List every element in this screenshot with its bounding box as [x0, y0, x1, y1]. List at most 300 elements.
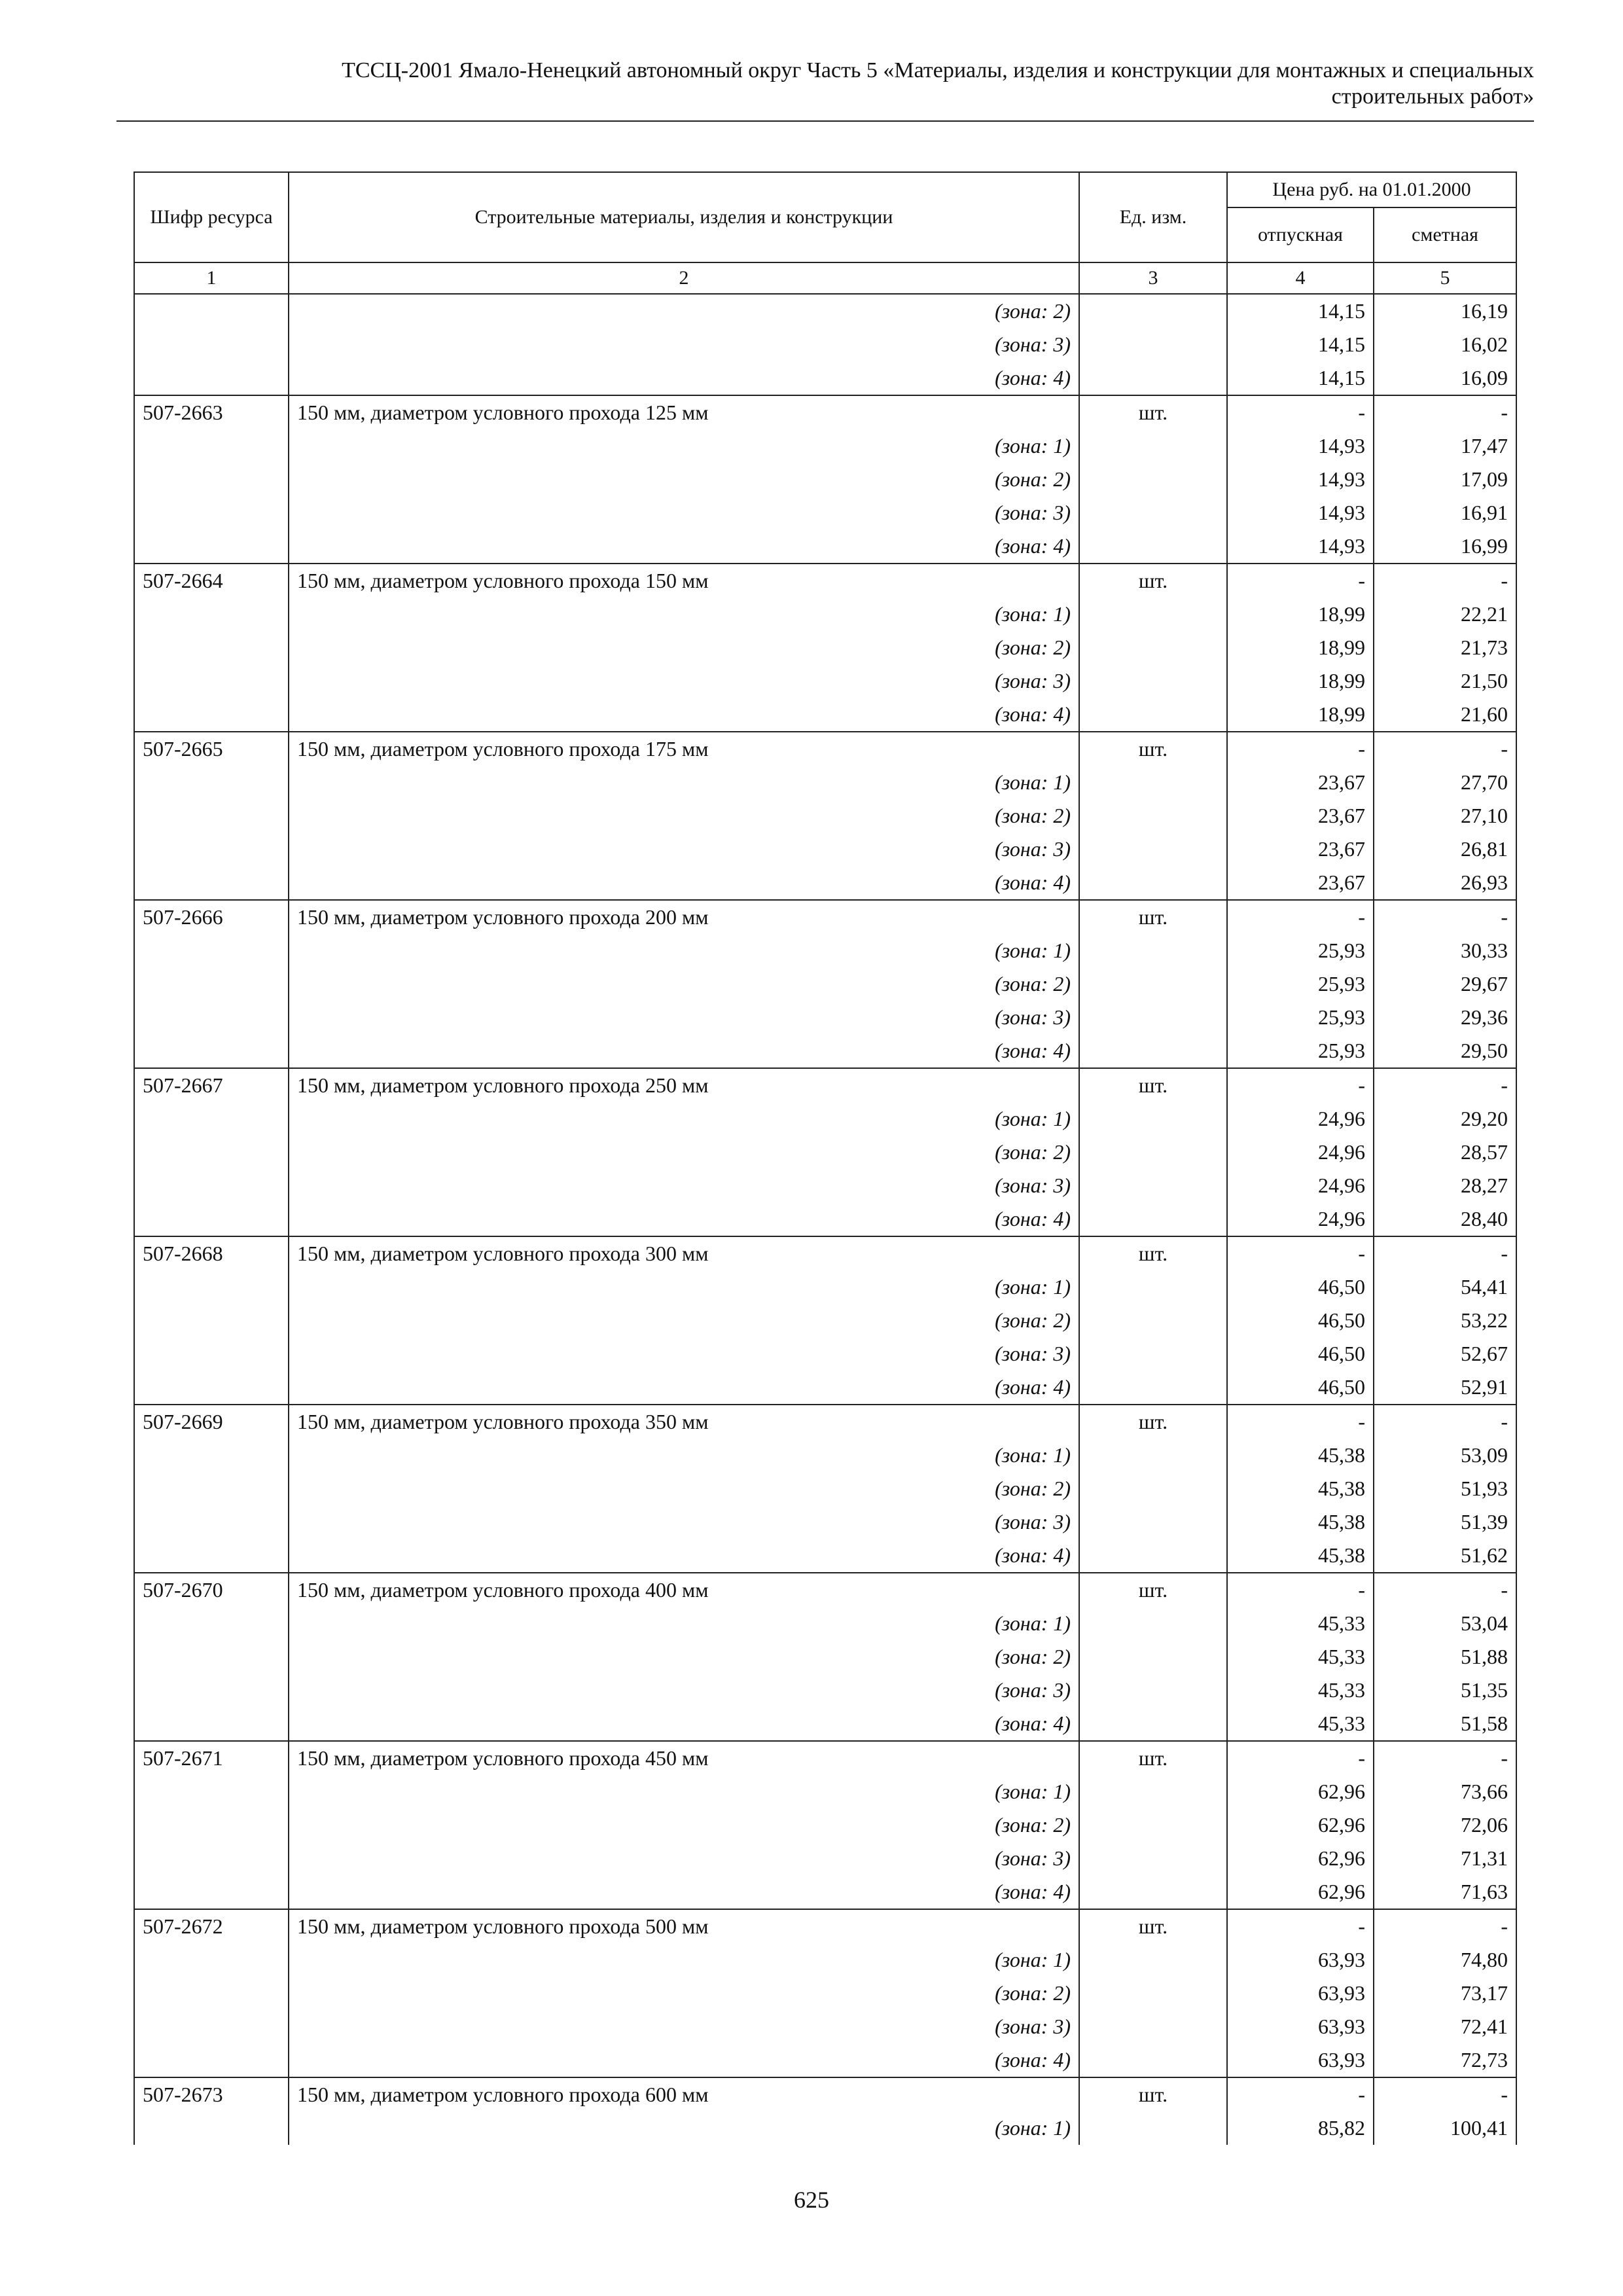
table-row	[134, 1472, 1516, 1505]
resource-code	[134, 2043, 289, 2077]
zone-label: (зона: 4)	[289, 361, 1079, 395]
material-name: 150 мм, диаметром условного прохода 400 мм	[289, 1573, 1079, 1607]
release-price: 62,96	[1227, 1842, 1374, 1875]
release-price: 14,93	[1227, 463, 1374, 496]
unit-of-measure	[1079, 1842, 1227, 1875]
resource-code	[134, 1371, 289, 1405]
unit-of-measure	[1079, 1337, 1227, 1371]
header-line-1: ТССЦ-2001 Ямало-Ненецкий автономный округ Часть 5 «Материалы, изделия и конструкции для монтажных и специальных	[342, 58, 1534, 82]
estimate-price: -	[1374, 2077, 1516, 2111]
unit-of-measure	[1079, 1270, 1227, 1304]
resource-code	[134, 1539, 289, 1573]
resource-code	[134, 1505, 289, 1539]
zone-label: (зона: 2)	[289, 1304, 1079, 1337]
unit-of-measure: шт.	[1079, 1741, 1227, 1775]
header-code: Шифр ресурса	[134, 172, 289, 262]
column-number: 2	[289, 262, 1079, 294]
resource-code: 507-2668	[134, 1236, 289, 1270]
zone-label: (зона: 2)	[289, 1977, 1079, 2010]
release-price: 45,33	[1227, 1707, 1374, 1741]
release-price: 46,50	[1227, 1371, 1374, 1405]
unit-of-measure	[1079, 934, 1227, 967]
estimate-price: 27,70	[1374, 766, 1516, 799]
estimate-price: 17,09	[1374, 463, 1516, 496]
estimate-price: 27,10	[1374, 799, 1516, 833]
unit-of-measure	[1079, 361, 1227, 395]
unit-of-measure: шт.	[1079, 564, 1227, 598]
release-price: 45,33	[1227, 1640, 1374, 1674]
table-row	[134, 934, 1516, 967]
estimate-price: 73,17	[1374, 1977, 1516, 2010]
table-row	[134, 1943, 1516, 1977]
resource-code	[134, 664, 289, 698]
zone-label: (зона: 1)	[289, 766, 1079, 799]
estimate-price: 53,22	[1374, 1304, 1516, 1337]
resource-code	[134, 1607, 289, 1640]
estimate-price: 16,99	[1374, 529, 1516, 564]
unit-of-measure	[1079, 328, 1227, 361]
zone-label: (зона: 1)	[289, 429, 1079, 463]
unit-of-measure	[1079, 429, 1227, 463]
resource-code	[134, 1977, 289, 2010]
table-body	[134, 294, 1516, 2145]
release-price: -	[1227, 2077, 1374, 2111]
resource-code	[134, 1775, 289, 1808]
estimate-price: -	[1374, 732, 1516, 766]
unit-of-measure	[1079, 664, 1227, 698]
unit-of-measure	[1079, 1102, 1227, 1136]
resource-code	[134, 294, 289, 328]
header-name: Строительные материалы, изделия и конструкции	[289, 172, 1079, 262]
resource-code: 507-2670	[134, 1573, 289, 1607]
zone-label: (зона: 2)	[289, 631, 1079, 664]
resource-code: 507-2667	[134, 1068, 289, 1102]
column-number: 4	[1227, 262, 1374, 294]
unit-of-measure	[1079, 2010, 1227, 2043]
zone-label: (зона: 2)	[289, 1808, 1079, 1842]
zone-label: (зона: 2)	[289, 1640, 1079, 1674]
table-row	[134, 1169, 1516, 1202]
estimate-price: 28,27	[1374, 1169, 1516, 1202]
page-number: 625	[794, 2187, 829, 2213]
estimate-price: -	[1374, 1909, 1516, 1943]
unit-of-measure	[1079, 2043, 1227, 2077]
release-price: 63,93	[1227, 2043, 1374, 2077]
table-row	[134, 631, 1516, 664]
estimate-price: 51,93	[1374, 1472, 1516, 1505]
release-price: 62,96	[1227, 1775, 1374, 1808]
table-row	[134, 1371, 1516, 1405]
resource-code	[134, 1640, 289, 1674]
release-price: 46,50	[1227, 1270, 1374, 1304]
table-row	[134, 1875, 1516, 1909]
table-row	[134, 1707, 1516, 1741]
release-price: 18,99	[1227, 698, 1374, 732]
release-price: 18,99	[1227, 598, 1374, 631]
estimate-price: 72,06	[1374, 1808, 1516, 1842]
unit-of-measure	[1079, 529, 1227, 564]
resource-code	[134, 598, 289, 631]
estimate-price: -	[1374, 1741, 1516, 1775]
release-price: -	[1227, 732, 1374, 766]
zone-label: (зона: 4)	[289, 1202, 1079, 1236]
table-row	[134, 1674, 1516, 1707]
estimate-price: -	[1374, 900, 1516, 934]
material-name: 150 мм, диаметром условного прохода 300 мм	[289, 1236, 1079, 1270]
table-row	[134, 1136, 1516, 1169]
estimate-price: 28,57	[1374, 1136, 1516, 1169]
zone-label: (зона: 3)	[289, 328, 1079, 361]
estimate-price: 51,62	[1374, 1539, 1516, 1573]
resource-code: 507-2672	[134, 1909, 289, 1943]
resource-code: 507-2663	[134, 395, 289, 429]
release-price: 45,38	[1227, 1439, 1374, 1472]
estimate-price: 29,20	[1374, 1102, 1516, 1136]
unit-of-measure	[1079, 1640, 1227, 1674]
table-header	[134, 172, 1516, 294]
zone-label: (зона: 4)	[289, 1875, 1079, 1909]
release-price: -	[1227, 395, 1374, 429]
release-price: 14,93	[1227, 496, 1374, 529]
release-price: 25,93	[1227, 967, 1374, 1001]
resource-code	[134, 1202, 289, 1236]
table-row	[134, 732, 1516, 766]
release-price: 45,33	[1227, 1607, 1374, 1640]
resource-code: 507-2669	[134, 1405, 289, 1439]
header-rule	[116, 120, 1534, 122]
release-price: 24,96	[1227, 1102, 1374, 1136]
release-price: 45,38	[1227, 1472, 1374, 1505]
table-row	[134, 429, 1516, 463]
column-number: 1	[134, 262, 289, 294]
unit-of-measure	[1079, 1034, 1227, 1068]
resource-code	[134, 766, 289, 799]
release-price: -	[1227, 1741, 1374, 1775]
resource-code: 507-2671	[134, 1741, 289, 1775]
estimate-price: 29,36	[1374, 1001, 1516, 1034]
resource-code	[134, 1034, 289, 1068]
unit-of-measure	[1079, 967, 1227, 1001]
table-row	[134, 2077, 1516, 2111]
resource-code	[134, 698, 289, 732]
estimate-price: 51,58	[1374, 1707, 1516, 1741]
resource-code	[134, 1304, 289, 1337]
unit-of-measure: шт.	[1079, 395, 1227, 429]
release-price: -	[1227, 1405, 1374, 1439]
resource-code	[134, 328, 289, 361]
unit-of-measure	[1079, 1875, 1227, 1909]
release-price: -	[1227, 900, 1374, 934]
zone-label: (зона: 4)	[289, 2043, 1079, 2077]
resource-code	[134, 967, 289, 1001]
release-price: 23,67	[1227, 799, 1374, 833]
unit-of-measure	[1079, 766, 1227, 799]
unit-of-measure	[1079, 1371, 1227, 1405]
zone-label: (зона: 3)	[289, 1842, 1079, 1875]
table-row	[134, 1034, 1516, 1068]
unit-of-measure: шт.	[1079, 900, 1227, 934]
unit-of-measure	[1079, 1943, 1227, 1977]
estimate-price: -	[1374, 564, 1516, 598]
table-row	[134, 799, 1516, 833]
estimate-price: 73,66	[1374, 1775, 1516, 1808]
running-header	[116, 58, 1534, 110]
table-row	[134, 2010, 1516, 2043]
unit-of-measure	[1079, 1439, 1227, 1472]
resource-code	[134, 1842, 289, 1875]
zone-label: (зона: 1)	[289, 1439, 1079, 1472]
table-row	[134, 564, 1516, 598]
table-row	[134, 1842, 1516, 1875]
release-price: 45,33	[1227, 1674, 1374, 1707]
table-row	[134, 1102, 1516, 1136]
release-price: 63,93	[1227, 2010, 1374, 2043]
unit-of-measure	[1079, 1674, 1227, 1707]
table-row	[134, 1439, 1516, 1472]
zone-label: (зона: 1)	[289, 1943, 1079, 1977]
release-price: 14,93	[1227, 529, 1374, 564]
resource-code	[134, 1102, 289, 1136]
resource-code	[134, 496, 289, 529]
resource-code	[134, 1337, 289, 1371]
estimate-price: 52,67	[1374, 1337, 1516, 1371]
table-row	[134, 328, 1516, 361]
price-table	[134, 171, 1517, 2145]
release-price: 18,99	[1227, 664, 1374, 698]
zone-label: (зона: 1)	[289, 598, 1079, 631]
table-row	[134, 2111, 1516, 2145]
table-row	[134, 463, 1516, 496]
estimate-price: 28,40	[1374, 1202, 1516, 1236]
zone-label: (зона: 2)	[289, 1136, 1079, 1169]
unit-of-measure	[1079, 1001, 1227, 1034]
unit-of-measure: шт.	[1079, 1573, 1227, 1607]
release-price: 23,67	[1227, 866, 1374, 900]
zone-label: (зона: 4)	[289, 1034, 1079, 1068]
zone-label: (зона: 3)	[289, 833, 1079, 866]
release-price: 46,50	[1227, 1337, 1374, 1371]
zone-label: (зона: 3)	[289, 1337, 1079, 1371]
zone-label: (зона: 3)	[289, 2010, 1079, 2043]
table-row	[134, 1573, 1516, 1607]
table-row	[134, 2043, 1516, 2077]
unit-of-measure	[1079, 1169, 1227, 1202]
estimate-price: 16,09	[1374, 361, 1516, 395]
table-row	[134, 1405, 1516, 1439]
table-row	[134, 866, 1516, 900]
resource-code	[134, 833, 289, 866]
table-row	[134, 900, 1516, 934]
estimate-price: 29,67	[1374, 967, 1516, 1001]
unit-of-measure	[1079, 1707, 1227, 1741]
release-price: 25,93	[1227, 1034, 1374, 1068]
zone-label: (зона: 4)	[289, 1371, 1079, 1405]
material-name: 150 мм, диаметром условного прохода 600 мм	[289, 2077, 1079, 2111]
table-row	[134, 1909, 1516, 1943]
estimate-price: 74,80	[1374, 1943, 1516, 1977]
resource-code	[134, 1875, 289, 1909]
unit-of-measure: шт.	[1079, 1909, 1227, 1943]
unit-of-measure	[1079, 1202, 1227, 1236]
table-row	[134, 1808, 1516, 1842]
unit-of-measure	[1079, 1775, 1227, 1808]
zone-label: (зона: 3)	[289, 1505, 1079, 1539]
estimate-price: -	[1374, 1068, 1516, 1102]
resource-code	[134, 2010, 289, 2043]
material-name: 150 мм, диаметром условного прохода 175 мм	[289, 732, 1079, 766]
unit-of-measure	[1079, 598, 1227, 631]
estimate-price: 21,60	[1374, 698, 1516, 732]
resource-code	[134, 463, 289, 496]
table-row	[134, 1270, 1516, 1304]
table-row	[134, 529, 1516, 564]
resource-code	[134, 1136, 289, 1169]
zone-label: (зона: 4)	[289, 866, 1079, 900]
material-name: 150 мм, диаметром условного прохода 125 мм	[289, 395, 1079, 429]
unit-of-measure	[1079, 2111, 1227, 2145]
resource-code	[134, 1707, 289, 1741]
resource-code	[134, 631, 289, 664]
zone-label: (зона: 1)	[289, 1102, 1079, 1136]
resource-code: 507-2665	[134, 732, 289, 766]
estimate-price: 22,21	[1374, 598, 1516, 631]
resource-code	[134, 866, 289, 900]
unit-of-measure	[1079, 698, 1227, 732]
table-row	[134, 1505, 1516, 1539]
unit-of-measure	[1079, 1304, 1227, 1337]
estimate-price: 51,35	[1374, 1674, 1516, 1707]
release-price: 24,96	[1227, 1202, 1374, 1236]
release-price: 25,93	[1227, 934, 1374, 967]
unit-of-measure	[1079, 1808, 1227, 1842]
release-price: -	[1227, 1068, 1374, 1102]
resource-code	[134, 361, 289, 395]
estimate-price: -	[1374, 1573, 1516, 1607]
table-row	[134, 1775, 1516, 1808]
zone-label: (зона: 2)	[289, 799, 1079, 833]
unit-of-measure: шт.	[1079, 732, 1227, 766]
column-number: 5	[1374, 262, 1516, 294]
estimate-price: 16,19	[1374, 294, 1516, 328]
unit-of-measure	[1079, 1136, 1227, 1169]
unit-of-measure	[1079, 294, 1227, 328]
zone-label: (зона: 3)	[289, 1001, 1079, 1034]
unit-of-measure	[1079, 1607, 1227, 1640]
header-estimate-price: сметная	[1374, 207, 1516, 262]
estimate-price: 52,91	[1374, 1371, 1516, 1405]
zone-label: (зона: 1)	[289, 2111, 1079, 2145]
material-name: 150 мм, диаметром условного прохода 250 мм	[289, 1068, 1079, 1102]
resource-code	[134, 1270, 289, 1304]
unit-of-measure: шт.	[1079, 2077, 1227, 2111]
estimate-price: 29,50	[1374, 1034, 1516, 1068]
resource-code	[134, 1169, 289, 1202]
resource-code	[134, 429, 289, 463]
release-price: 24,96	[1227, 1136, 1374, 1169]
table-row	[134, 664, 1516, 698]
resource-code	[134, 1943, 289, 1977]
resource-code: 507-2666	[134, 900, 289, 934]
zone-label: (зона: 1)	[289, 934, 1079, 967]
resource-code	[134, 1808, 289, 1842]
zone-label: (зона: 4)	[289, 529, 1079, 564]
estimate-price: 51,88	[1374, 1640, 1516, 1674]
release-price: 46,50	[1227, 1304, 1374, 1337]
resource-code	[134, 1674, 289, 1707]
estimate-price: 21,50	[1374, 664, 1516, 698]
zone-label: (зона: 4)	[289, 1707, 1079, 1741]
unit-of-measure	[1079, 1539, 1227, 1573]
unit-of-measure	[1079, 1977, 1227, 2010]
unit-of-measure	[1079, 833, 1227, 866]
table-row	[134, 1337, 1516, 1371]
material-name: 150 мм, диаметром условного прохода 200 мм	[289, 900, 1079, 934]
release-price: -	[1227, 564, 1374, 598]
release-price: -	[1227, 1909, 1374, 1943]
zone-label: (зона: 2)	[289, 1472, 1079, 1505]
unit-of-measure	[1079, 463, 1227, 496]
resource-code	[134, 1001, 289, 1034]
zone-label: (зона: 3)	[289, 664, 1079, 698]
table-row	[134, 1977, 1516, 2010]
release-price: 14,15	[1227, 294, 1374, 328]
table-row	[134, 598, 1516, 631]
column-number-row	[134, 262, 1516, 294]
table-row	[134, 294, 1516, 328]
estimate-price: 54,41	[1374, 1270, 1516, 1304]
release-price: 14,93	[1227, 429, 1374, 463]
table-row	[134, 496, 1516, 529]
release-price: 14,15	[1227, 328, 1374, 361]
release-price: 23,67	[1227, 766, 1374, 799]
unit-of-measure: шт.	[1079, 1068, 1227, 1102]
zone-label: (зона: 1)	[289, 1607, 1079, 1640]
release-price: 62,96	[1227, 1808, 1374, 1842]
unit-of-measure	[1079, 631, 1227, 664]
estimate-price: 72,73	[1374, 2043, 1516, 2077]
zone-label: (зона: 2)	[289, 967, 1079, 1001]
resource-code: 507-2664	[134, 564, 289, 598]
release-price: 45,38	[1227, 1539, 1374, 1573]
zone-label: (зона: 3)	[289, 1674, 1079, 1707]
resource-code	[134, 2111, 289, 2145]
release-price: -	[1227, 1573, 1374, 1607]
estimate-price: 17,47	[1374, 429, 1516, 463]
zone-label: (зона: 4)	[289, 1539, 1079, 1573]
release-price: 63,93	[1227, 1943, 1374, 1977]
table-row	[134, 1236, 1516, 1270]
zone-label: (зона: 2)	[289, 463, 1079, 496]
release-price: 45,38	[1227, 1505, 1374, 1539]
zone-label: (зона: 3)	[289, 496, 1079, 529]
release-price: 25,93	[1227, 1001, 1374, 1034]
table-row	[134, 1741, 1516, 1775]
table-row	[134, 361, 1516, 395]
table-row	[134, 1202, 1516, 1236]
unit-of-measure	[1079, 496, 1227, 529]
table-row	[134, 1068, 1516, 1102]
estimate-price: -	[1374, 395, 1516, 429]
zone-label: (зона: 1)	[289, 1775, 1079, 1808]
estimate-price: 53,09	[1374, 1439, 1516, 1472]
unit-of-measure	[1079, 866, 1227, 900]
estimate-price: 72,41	[1374, 2010, 1516, 2043]
table-row	[134, 698, 1516, 732]
material-name: 150 мм, диаметром условного прохода 450 мм	[289, 1741, 1079, 1775]
release-price: 62,96	[1227, 1875, 1374, 1909]
table-row	[134, 1001, 1516, 1034]
unit-of-measure	[1079, 1505, 1227, 1539]
